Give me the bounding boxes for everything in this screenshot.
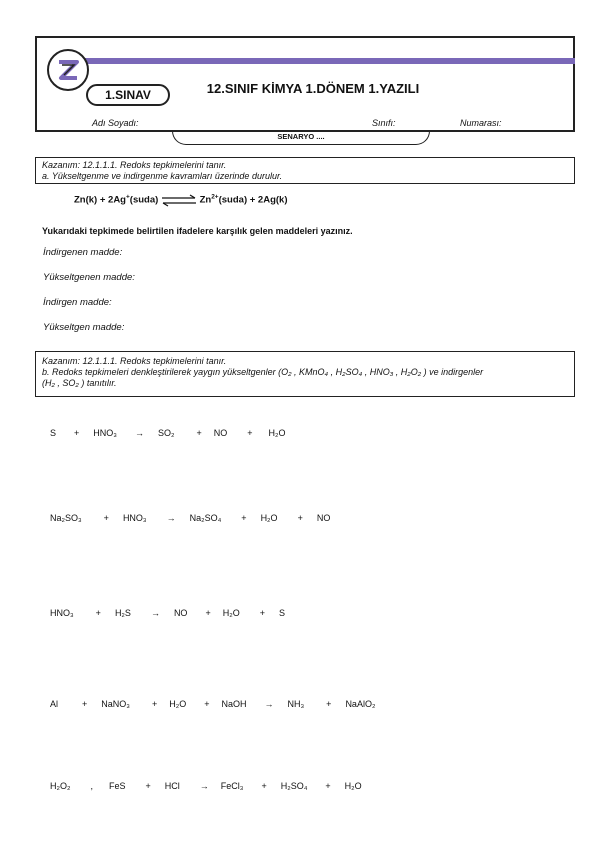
equation-3	[36, 608, 285, 618]
equation-term: HNO₃	[50, 608, 74, 618]
equation-term: +	[74, 428, 80, 438]
equation-term: NH₃	[287, 699, 305, 709]
class-label: Sınıfı:	[372, 118, 396, 128]
question-oxidizing-agent: Yükseltgen madde:	[43, 322, 125, 333]
equation-term: +	[261, 781, 267, 791]
equation-term: H₂O	[169, 699, 187, 709]
scenario-label: SENARYO ....	[172, 131, 430, 145]
equation-term: HCl	[164, 781, 180, 791]
equilibrium-arrow-icon	[161, 193, 197, 207]
equation-1	[36, 428, 285, 438]
exam-label: 1.SINAV	[86, 84, 170, 106]
equation-term: +	[151, 699, 158, 709]
reaction-equation	[74, 193, 288, 207]
header-stripe	[58, 58, 575, 64]
reaction-arrow-icon: →	[199, 781, 209, 791]
equation-term: FeCl₃	[220, 781, 244, 791]
equation-term: Al	[50, 699, 59, 709]
kazanim-box-a	[35, 157, 575, 184]
reaction-right-rest: (suda) + 2Ag(k)	[218, 194, 288, 206]
equation-term: NaNO₃	[101, 699, 130, 709]
question-oxidized: Yükseltgenen madde:	[43, 272, 135, 283]
equation-term: S	[50, 428, 57, 438]
equation-term: H₂SO₄	[280, 781, 308, 791]
reaction-right-charge: 2+	[211, 193, 219, 201]
equation-term: NaOH	[221, 699, 247, 709]
reaction-left-state: (suda)	[129, 194, 159, 206]
equation-term: +	[204, 699, 210, 709]
number-label: Numarası:	[460, 118, 502, 128]
page-title: 12.SINIF KİMYA 1.DÖNEM 1.YAZILI	[206, 81, 420, 96]
equation-5	[36, 781, 362, 791]
equation-term: HNO₃	[122, 513, 147, 523]
equation-term: Na₂SO₃	[50, 513, 82, 523]
equation-term: H₂O	[260, 513, 278, 523]
equation-term: +	[82, 699, 88, 709]
kazanim-box-b	[35, 351, 575, 397]
equation-term: NO	[316, 513, 331, 523]
reaction-arrow-icon: →	[150, 608, 160, 618]
equation-term: S	[278, 608, 285, 618]
instruction-text: Yukarıdaki tepkimede belirtilen ifadelere karşılık gelen maddeleri yazınız.	[42, 226, 353, 236]
equation-term: H₂O₂	[50, 781, 71, 791]
z-logo-icon	[47, 49, 89, 91]
equation-term: H₂O	[344, 781, 362, 791]
equation-2	[36, 513, 330, 523]
name-label: Adı Soyadı:	[92, 118, 139, 128]
equation-term: NO	[213, 428, 228, 438]
equation-term: NaAlO₂	[345, 699, 376, 709]
kazanim-b-line3: (H₂ , SO₂ ) tanıtılır.	[42, 378, 117, 388]
equation-term: +	[103, 513, 109, 523]
kazanim-a-line1: Kazanım: 12.1.1.1. Redoks tepkimelerini tanır.	[42, 160, 227, 170]
equation-term: ,	[90, 781, 94, 791]
kazanim-b-line2: b. Redoks tepkimeleri denkleştirilerek yaygın yükseltgenler (O₂ , KMnO₄ , H₂SO₄ , HNO₃ , H₂O₂ ) ve indirgenler	[42, 367, 484, 377]
equation-term: +	[325, 781, 331, 791]
equation-term: H₂S	[114, 608, 131, 618]
equation-term: Na₂SO₄	[189, 513, 222, 523]
question-reduced: İndirgenen madde:	[43, 247, 123, 258]
equation-term: +	[247, 428, 253, 438]
equation-term: +	[297, 513, 303, 523]
equation-term: +	[205, 608, 211, 618]
equation-term: +	[196, 428, 202, 438]
equation-term: HNO₃	[93, 428, 117, 438]
reaction-arrow-icon: →	[134, 428, 144, 438]
equation-term: +	[326, 699, 332, 709]
kazanim-a-line2: a. Yükseltgenme ve indirgenme kavramları üzerinde durulur.	[42, 171, 283, 181]
equation-term: NO	[173, 608, 188, 618]
kazanim-b-line1: Kazanım: 12.1.1.1. Redoks tepkimelerini tanır.	[42, 356, 227, 366]
question-reducing-agent: İndirgen madde:	[43, 297, 112, 308]
reaction-arrow-icon: →	[166, 513, 176, 523]
equation-term: H₂O	[222, 608, 240, 618]
equation-term: +	[241, 513, 247, 523]
equation-term: SO₂	[157, 428, 175, 438]
reaction-left-charge: +	[126, 193, 130, 201]
equation-term: +	[95, 608, 101, 618]
reaction-right-ion: Zn	[199, 194, 212, 206]
equation-term: FeS	[109, 781, 126, 791]
reaction-left: Zn(k) + 2Ag	[74, 194, 126, 206]
equation-term: +	[259, 608, 265, 618]
equation-term: H₂O	[268, 428, 286, 438]
reaction-arrow-icon: →	[264, 699, 274, 709]
equation-term: +	[145, 781, 151, 791]
equation-4	[36, 699, 375, 709]
